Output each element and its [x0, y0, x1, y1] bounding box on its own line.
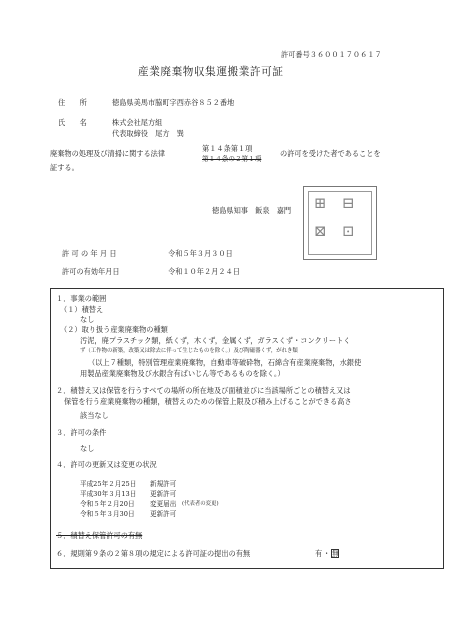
statement-article-old: 第１４条の２第１項	[202, 155, 262, 163]
box-left-border	[50, 288, 51, 569]
section1-2-line1: 汚泥，廃プラスチック類，紙くず，木くず，金属くず，ガラスくず・コンクリートく	[80, 336, 351, 345]
selected-answer-box	[331, 549, 339, 558]
expiry-date-value: 令和１０年２月２４日	[168, 267, 240, 276]
section6-answer-yes: 有	[315, 549, 323, 558]
section2-body: 該当なし	[80, 411, 109, 420]
section1-1-title: （１）積替え	[60, 305, 104, 314]
section3-body: なし	[80, 444, 95, 453]
address-label: 住 所	[58, 98, 87, 107]
box-bottom-border	[50, 568, 444, 569]
section5-struck: ５．積替え保管許可の有無	[56, 531, 143, 540]
expiry-date-label: 許可の有効年月日	[62, 267, 120, 276]
history-date: 平成25年２月25日	[80, 480, 137, 488]
statement-article-current: 第１４条第１項	[202, 144, 253, 153]
history-date: 令和５年３月30日	[80, 510, 135, 518]
address-value: 徳島県美馬市脇町字西赤谷８５２番地	[112, 98, 235, 107]
representative-name: 代表取締役 尾方 巽	[112, 129, 184, 138]
section2-line1: ２．積替え又は保管を行うすべての場所の所在地及び面積並びに当該場所ごとの積替え又は	[56, 386, 351, 395]
company-name: 株式会社尾方組	[112, 118, 163, 127]
section3-title: ３．許可の条件	[56, 428, 107, 437]
box-top-border	[50, 288, 444, 289]
history-event: 更新許可	[150, 510, 177, 518]
statement-line2: 証する。	[50, 163, 79, 172]
history-date: 令和５年２月20日	[80, 500, 135, 508]
section1-title: １．事業の範囲	[56, 294, 107, 303]
history-event: 更新許可	[150, 490, 177, 498]
issued-date-value: 令和５年３月３０日	[168, 249, 233, 258]
section1-2-line2: ず（工作物の新築，改築又は除去に伴って生じたものを除く。）及び陶磁器くず，がれき類	[80, 348, 298, 354]
history-note: (代表者の変更)	[182, 501, 219, 507]
permit-number: 許可番号３６００１７０６１７	[281, 50, 382, 59]
section1-1-body: なし	[80, 315, 95, 324]
statement-line1-after: の許可を受けた者であることを	[280, 149, 381, 158]
section6-answer-no: 無	[332, 549, 340, 558]
box-right-border	[443, 288, 444, 569]
document-title: 産業廃棄物収集運搬業許可証	[138, 66, 284, 78]
section6-separator: ・	[323, 549, 331, 558]
section1-2-line3: （以上７種類，特別管理産業廃棄物，自動車等破砕物，石綿含有産業廃棄物，水銀使	[88, 358, 362, 367]
official-seal: ⊞ ⊟ ⊠ ⊡	[303, 186, 377, 260]
section1-2-line4: 用製品産業廃棄物及び水銀含有ばいじん等であるものを除く。）	[80, 369, 285, 378]
section4-title: ４．許可の更新又は変更の状況	[56, 460, 157, 469]
section2-line2: 保管を行う産業廃棄物の種類，積替えのための保管上限及び積み上げることができる高さ	[64, 397, 352, 406]
history-date: 平成30年３月13日	[80, 490, 137, 498]
history-event: 変更届出	[150, 500, 177, 508]
section1-2-title: （２）取り扱う産業廃棄物の種類	[60, 325, 168, 334]
history-event: 新規許可	[150, 480, 177, 488]
issued-date-label: 許 可 の 年 月 日	[62, 249, 117, 258]
name-label: 氏 名	[58, 118, 87, 127]
issuer-name: 徳島県知事 飯泉 嘉門	[212, 206, 292, 215]
statement-line1-before: 廃棄物の処理及び清掃に関する法律	[50, 149, 166, 158]
section6-text: ６．規則第９条の２第８項の規定による許可証の提出の有無	[56, 549, 251, 558]
